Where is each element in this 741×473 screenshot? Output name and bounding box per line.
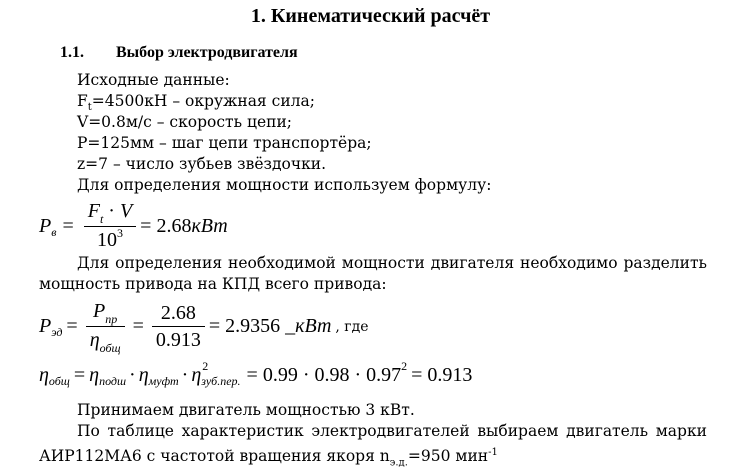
power-formula: P в = $\frac{F_t \cdot V}{10^3}$ = 2.68 кВт [39,198,228,255]
motor-selection-paragraph: По таблице характеристик электродвигателей выбираем двигатель марки АИР112МА6 с частотой вращения якоря $n_{э.д.}=950$ мин$^{-1}$ [39,421,707,473]
power-fraction: $\frac{F_t \cdot V}{10^3}$ [84,198,136,255]
formula-intro: Для определения мощности используем формулу: [77,176,492,194]
motor-model-line: АИР112МА6 с частотой вращения якоря $n_{э.д.}=950$ мин$^{-1}$ [39,447,498,469]
motor-acceptance: Принимаем двигатель мощностью 3 кВт. [77,401,415,419]
initial-data-label: Исходные данные: [77,71,230,89]
teeth-line: z=7 – число зубьев звёздочки. [77,155,327,173]
force-line: $F_t=4500кН$ – окружная сила; [77,92,315,114]
section-heading [60,43,298,63]
motor-power-formula: P эд = $\frac{P_{пр}}{\eta_{общ}}$ = $\frac{2.68}{0.913}$ = 2.9356 _ кВт , где [39,300,369,355]
pitch-line: P=125мм – шаг цепи транспортёра; [77,134,372,152]
chapter-heading: 1. Кинематический расчёт [250,5,491,27]
section-title: Выбор электродвигателя [116,44,298,61]
efficiency-formula: η общ = η подш · η муфт · η 2 зуб.пер. = 0.99 · 0.98 · 0.97 2 = 0.913 [39,359,473,388]
section-number: 1.1. [60,44,84,61]
required-power-paragraph: Для определения необходимой мощности двигателя необходимо разделить мощность привода на КПД всего привода: [39,254,707,293]
speed-line: V=0.8м/с – скорость цепи; [77,113,292,131]
